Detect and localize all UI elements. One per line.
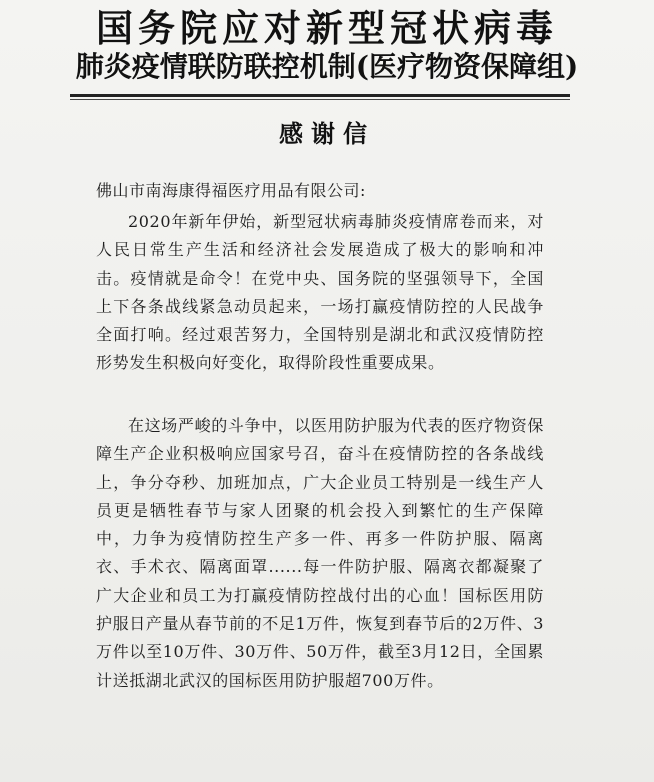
issuer-header-line2: 肺炎疫情联防联控机制(医疗物资保障组)	[75, 50, 579, 83]
letter-paragraph-1: 2020年新年伊始，新型冠状病毒肺炎疫情席卷而来，对人民日常生产生活和经济社会发展造成了极大的影响和冲击。疫情就是命令！在党中央、国务院的坚强领导下，全国上下各条战线紧急动员起来，一场打赢疫情防控的人民战争全面打响。经过艰苦努力，全国特别是湖北和武汉疫情防控形势发生积极向好变化，取得阶段性重要成果。	[96, 212, 544, 373]
letter-salutation: 佛山市南海康得福医疗用品有限公司:	[96, 181, 366, 200]
issuer-header-line1: 国务院应对新型冠状病毒	[96, 6, 558, 50]
header-divider-thin	[70, 99, 570, 100]
header-divider-thick	[70, 94, 570, 97]
letter-title: 感谢信	[279, 119, 375, 148]
letter-paragraph-2: 在这场严峻的斗争中，以医用防护服为代表的医疗物资保障生产企业积极响应国家号召，奋斗在疫情防控的各条战线上，争分夺秒、加班加点，广大企业员工特别是一线生产人员更是牺牲春节与家人团聚的机会投入到繁忙的生产保障中，力争为疫情防控生产多一件、再多一件防护服、隔离衣、手术衣、隔离面罩......每一件防护服、隔离衣都凝聚了广大企业和员工为打赢疫情防控战付出的心血！国标医用防护服日产量从春节前的不足1万件，恢复到春节后的2万件、3万件以至10万件、30万件、50万件，截至3月12日，全国累计送抵湖北武汉的国标医用防护服超700万件。	[96, 416, 544, 690]
